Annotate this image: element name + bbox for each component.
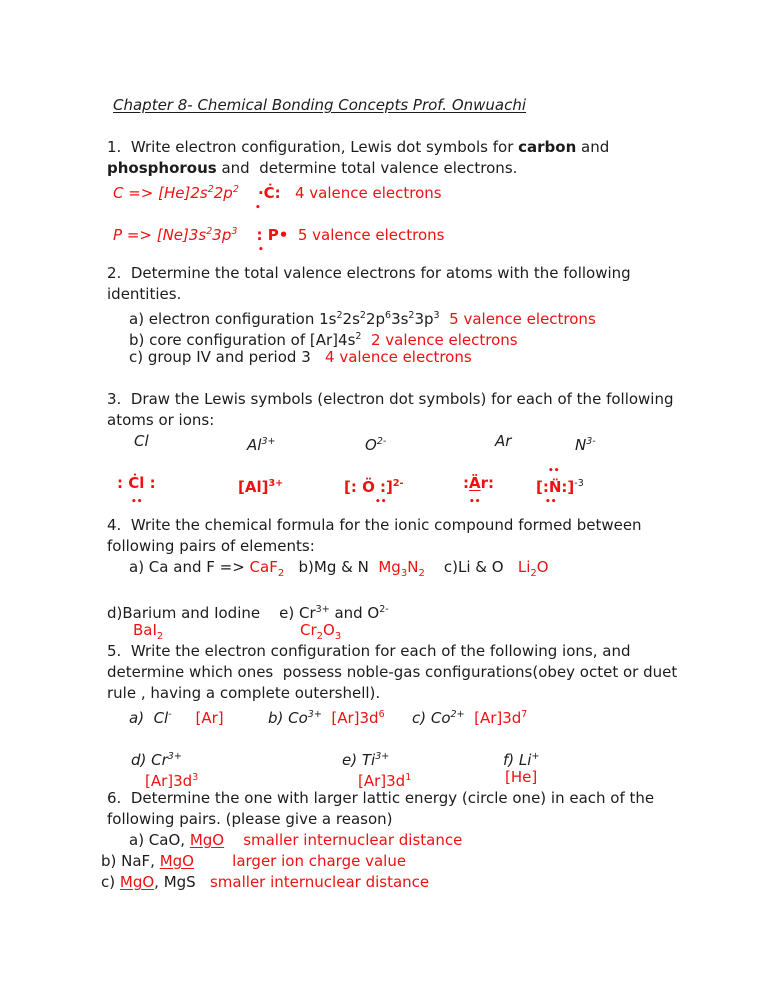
- text-run: 5. Write the electron configuration for each of the following ions, and: [107, 642, 631, 660]
- text-run: 6. Determine the one with larger lattic energy (circle one) in each of the: [107, 789, 655, 807]
- answer-run: smaller internuclear distance: [209, 873, 430, 891]
- answer-run: [He]: [505, 768, 538, 786]
- q5-text-3: [107, 683, 758, 704]
- q3-lewis-answers-row: [107, 473, 758, 494]
- text-run: O: [365, 436, 377, 454]
- answer-run: ••: [545, 497, 557, 507]
- answer-run: CaF: [249, 558, 278, 576]
- q5-text-2: [107, 662, 758, 683]
- answer-run: ••: [548, 466, 560, 476]
- answer-run: •: [255, 203, 261, 213]
- text-run: b)Mg & N: [284, 558, 379, 576]
- positioned-text-group: [545, 489, 557, 513]
- q5-text-1: [107, 641, 758, 662]
- q1-text-2: [107, 158, 758, 179]
- text-run: -3: [574, 478, 584, 489]
- text-run: 3s: [391, 310, 409, 328]
- text-run: phosphorous: [107, 159, 217, 177]
- answer-run: r:: [480, 474, 495, 492]
- q3-text-1: [107, 389, 758, 410]
- answer-run: 2: [207, 184, 214, 195]
- answer-run: 3p: [212, 226, 232, 244]
- answer-run: 2: [418, 568, 425, 579]
- answer-run: : P•: [256, 226, 289, 244]
- text-run: 3+: [315, 604, 330, 615]
- text-run: 2: [408, 310, 415, 321]
- answer-run: O: [536, 558, 549, 576]
- answer-run: Cr: [300, 621, 317, 639]
- text-run: e) Ti: [342, 751, 376, 769]
- answer-run: larger ion charge value: [232, 852, 407, 870]
- text-run: Ar: [495, 432, 512, 450]
- spacer: [107, 368, 758, 389]
- text-run: a) Cl: [129, 709, 169, 727]
- text-run: N: [575, 436, 587, 454]
- answer-run: 1: [405, 772, 412, 783]
- answer-run: ••: [375, 497, 387, 507]
- positioned-text-group: [134, 431, 149, 452]
- text-run: b) Co: [268, 709, 308, 727]
- q5-answers-def: [107, 767, 758, 788]
- text-run: +: [531, 751, 540, 762]
- title: [113, 95, 758, 116]
- answer-run: 2: [206, 226, 213, 237]
- q1-answer-phosphorus: [113, 221, 758, 242]
- answer-run: O: [323, 621, 335, 639]
- text-run: f) Li: [503, 751, 532, 769]
- text-run: b) core configuration of [Ar]4s: [129, 331, 356, 349]
- text-run: carbon: [518, 138, 577, 156]
- text-run: identities.: [107, 285, 182, 303]
- text-run: and determine total valence electrons.: [216, 159, 518, 177]
- text-run: rule , having a complete outershell).: [107, 684, 381, 702]
- text-run: Chapter 8- Chemical Bonding Concepts Prof. Onwuachi: [113, 96, 527, 114]
- q2-item-c: [129, 347, 758, 368]
- text-run: 2: [336, 310, 343, 321]
- text-run: 3-: [586, 436, 596, 447]
- answer-run: ••: [469, 497, 481, 507]
- text-run: 2: [359, 310, 366, 321]
- answer-run: ·Ċ:: [257, 184, 281, 202]
- q4-text-2: [107, 536, 758, 557]
- answer-run: : Ċl :: [117, 474, 156, 492]
- answer-run: [: Ö :]: [344, 478, 393, 496]
- answer-run: [Ar]3d: [331, 709, 379, 727]
- text-run: 1. Write electron configuration, Lewis dot symbols for: [107, 138, 519, 156]
- answer-run: [:N̈:]: [536, 478, 575, 496]
- text-run: a) Ca and F =>: [129, 558, 250, 576]
- answer-run: smaller internuclear distance: [243, 831, 463, 849]
- answer-run: 4 valence electrons: [325, 348, 472, 366]
- answer-run: N: [407, 558, 419, 576]
- positioned-text-group: [495, 431, 511, 452]
- text-run: d) Cr: [131, 751, 168, 769]
- q6-item-a: [129, 830, 758, 851]
- text-run: 4. Write the chemical formula for the ionic compound formed between: [107, 516, 642, 534]
- text-run: following pairs. (please give a reason): [107, 810, 393, 828]
- q6-item-c: [101, 872, 758, 893]
- text-run: 3+: [307, 709, 322, 720]
- q1-carbon-dot-below: [255, 200, 758, 221]
- text-run: 2. Determine the total valence electrons for atoms with the following: [107, 264, 631, 282]
- text-run: 2-: [379, 604, 389, 615]
- answer-run: 3: [334, 631, 342, 642]
- answer-run: P => [Ne]3s: [113, 226, 207, 244]
- text-run: determine which ones possess noble-gas configurations(obey octet or duet: [107, 663, 678, 681]
- text-run: 3: [433, 310, 440, 321]
- answer-run: 2: [277, 568, 285, 579]
- q4-items-abc: [129, 557, 758, 578]
- answer-run: 4 valence electrons: [280, 184, 442, 202]
- q4-text-1: [107, 515, 758, 536]
- text-run: 3p: [414, 310, 434, 328]
- spacer: [107, 578, 758, 599]
- q3-elements-row: [107, 431, 758, 452]
- answer-run: BaI: [133, 621, 157, 639]
- positioned-text-group: [131, 489, 143, 513]
- q3-nitrogen-dots-above: [107, 452, 758, 476]
- answer-run: 2: [232, 184, 239, 195]
- answer-run: •: [258, 245, 264, 255]
- q6-item-b: [101, 851, 758, 872]
- text-run: 2s: [342, 310, 360, 328]
- underlined-answer-run: MgO: [189, 831, 225, 849]
- text-run: 6: [385, 310, 392, 321]
- text-run: following pairs of elements:: [107, 537, 315, 555]
- answer-run: [Al]: [238, 478, 269, 496]
- text-run: 2+: [450, 709, 465, 720]
- q2-text-1: [107, 263, 758, 284]
- text-run: 2p: [365, 310, 386, 328]
- text-run: and: [576, 138, 610, 156]
- answer-run: Mg: [378, 558, 401, 576]
- answer-run: 2-: [392, 478, 404, 489]
- answer-run: [Ar]3d: [474, 709, 522, 727]
- text-run: a) electron configuration 1s: [129, 310, 337, 328]
- text-run: d)Barium and Iodine e) Cr: [107, 604, 316, 622]
- spacer: [107, 725, 758, 746]
- text-run: 3+: [261, 436, 276, 447]
- text-run: [194, 852, 232, 870]
- answer-run: Li: [517, 558, 531, 576]
- q6-text-1: [107, 788, 758, 809]
- answer-run: 2: [156, 631, 164, 642]
- underlined-answer-run: MgO: [119, 873, 155, 891]
- answer-run: 3: [192, 772, 199, 783]
- positioned-text-group: [469, 489, 481, 513]
- answer-run: 5 valence electrons: [449, 310, 596, 328]
- text-run: 3. Draw the Lewis symbols (electron dot symbols) for each of the following: [107, 390, 674, 408]
- q4-items-de: [107, 599, 758, 620]
- q1-answer-carbon: [113, 179, 758, 200]
- answer-run: [Ar]: [195, 709, 224, 727]
- q4-answers-de: [107, 620, 758, 641]
- q3-lewis-dots-below-row: [107, 494, 758, 515]
- text-run: c)Li & O: [424, 558, 518, 576]
- answer-run: [Ar]3d: [145, 772, 193, 790]
- q5-items-def: [107, 746, 758, 767]
- text-run: b) NaF,: [101, 852, 160, 870]
- answer-run: 3+: [268, 478, 284, 489]
- answer-run: ••: [131, 497, 143, 507]
- text-run: Cl: [134, 432, 149, 450]
- answer-run: 2: [316, 631, 324, 642]
- q5-items-abc: [107, 704, 758, 725]
- text-run: , MgS: [154, 873, 210, 891]
- underlined-answer-run: Ä: [469, 474, 481, 492]
- answer-run: 5 valence electrons: [288, 226, 445, 244]
- text-run: 3+: [167, 751, 182, 762]
- answer-run: 7: [521, 709, 528, 720]
- text-run: c): [101, 873, 120, 891]
- answer-run: [237, 226, 256, 244]
- q6-text-2: [107, 809, 758, 830]
- answer-run: 6: [378, 709, 385, 720]
- text-run: [224, 831, 243, 849]
- q1-text-1: [107, 137, 758, 158]
- answer-run: :: [463, 474, 469, 492]
- answer-run: 3: [231, 226, 238, 237]
- answer-run: 2: [530, 568, 537, 579]
- positioned-text-group: [375, 489, 387, 513]
- text-run: 2: [355, 331, 362, 342]
- text-run: and O: [329, 604, 380, 622]
- text-run: Al: [247, 436, 262, 454]
- q2-item-b: [129, 326, 758, 347]
- text-run: c) Co: [412, 709, 451, 727]
- q1-phosphorus-dot-below: [258, 242, 758, 263]
- spacer: [107, 116, 758, 137]
- text-run: a) CaO,: [129, 831, 190, 849]
- text-run: 3+: [375, 751, 390, 762]
- text-run: -: [168, 709, 172, 720]
- q3-text-2: [107, 410, 758, 431]
- answer-run: C => [He]2s: [113, 184, 208, 202]
- answer-run: 2p: [213, 184, 233, 202]
- text-run: atoms or ions:: [107, 411, 215, 429]
- answer-run: 3: [400, 568, 408, 579]
- text-run: 2-: [376, 436, 387, 447]
- answer-run: 2 valence electrons: [370, 331, 518, 349]
- q2-text-2: [107, 284, 758, 305]
- underlined-answer-run: MgO: [159, 852, 194, 870]
- q2-item-a: [129, 305, 758, 326]
- text-run: c) group IV and period 3: [129, 348, 326, 366]
- positioned-text-group: [505, 767, 537, 788]
- answer-run: [Ar]3d: [358, 772, 406, 790]
